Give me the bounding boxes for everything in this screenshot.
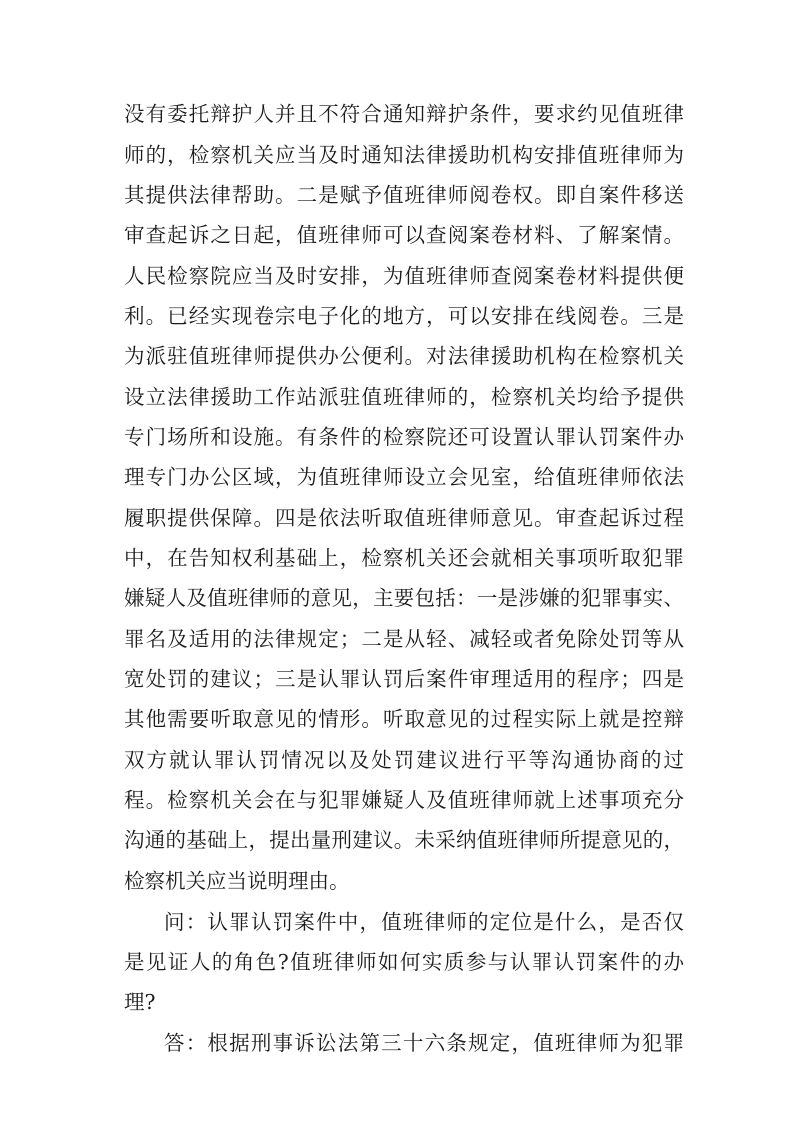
answer-text-line: 答：根据刑事诉讼法第三十六条规定，值班律师为犯罪: [164, 1031, 684, 1055]
body-text-line: 设立法律援助工作站派驻值班律师的，检察机关均给予提供: [124, 385, 684, 409]
body-text-line: 师的，检察机关应当及时通知法律援助机构安排值班律师为: [124, 143, 684, 167]
question-text-line: 问：认罪认罚案件中，值班律师的定位是什么，是否仅: [164, 910, 684, 934]
body-text-line: 履职提供保障。四是依法听取值班律师意见。审查起诉过程: [124, 506, 684, 530]
question-text-line: 理?: [124, 990, 156, 1014]
body-text-line: 理专门办公区域，为值班律师设立会见室，给值班律师依法: [124, 465, 684, 489]
body-text-line: 嫌疑人及值班律师的意见，主要包括：一是涉嫌的犯罪事实、: [124, 586, 684, 610]
body-text-line: 罪名及适用的法律规定；二是从轻、减轻或者免除处罚等从: [124, 627, 684, 651]
body-text-line: 专门场所和设施。有条件的检察院还可设置认罪认罚案件办: [124, 425, 684, 449]
body-text-line: 中，在告知权利基础上，检察机关还会就相关事项听取犯罪: [124, 546, 684, 570]
body-text-line: 其提供法律帮助。二是赋予值班律师阅卷权。即自案件移送: [124, 183, 684, 207]
body-text-line: 检察机关应当说明理由。: [124, 869, 350, 893]
body-text-line: 程。检察机关会在与犯罪嫌疑人及值班律师就上述事项充分: [124, 788, 684, 812]
body-text-line: 审查起诉之日起，值班律师可以查阅案卷材料、了解案情。: [124, 223, 684, 247]
body-text-line: 利。已经实现卷宗电子化的地方，可以安排在线阅卷。三是: [124, 304, 684, 328]
body-text-line: 没有委托辩护人并且不符合通知辩护条件，要求约见值班律: [124, 102, 684, 126]
body-text-line: 其他需要听取意见的情形。听取意见的过程实际上就是控辩: [124, 707, 684, 731]
body-text-line: 为派驻值班律师提供办公便利。对法律援助机构在检察机关: [124, 344, 684, 368]
body-text-line: 人民检察院应当及时安排，为值班律师查阅案卷材料提供便: [124, 264, 684, 288]
body-text-line: 沟通的基础上，提出量刑建议。未采纳值班律师所提意见的，: [124, 828, 684, 852]
body-text-line: 宽处罚的建议；三是认罪认罚后案件审理适用的程序；四是: [124, 667, 684, 691]
body-text-line: 双方就认罪认罚情况以及处罚建议进行平等沟通协商的过: [124, 748, 684, 772]
question-text-line: 是见证人的角色?值班律师如何实质参与认罪认罚案件的办: [124, 950, 684, 974]
